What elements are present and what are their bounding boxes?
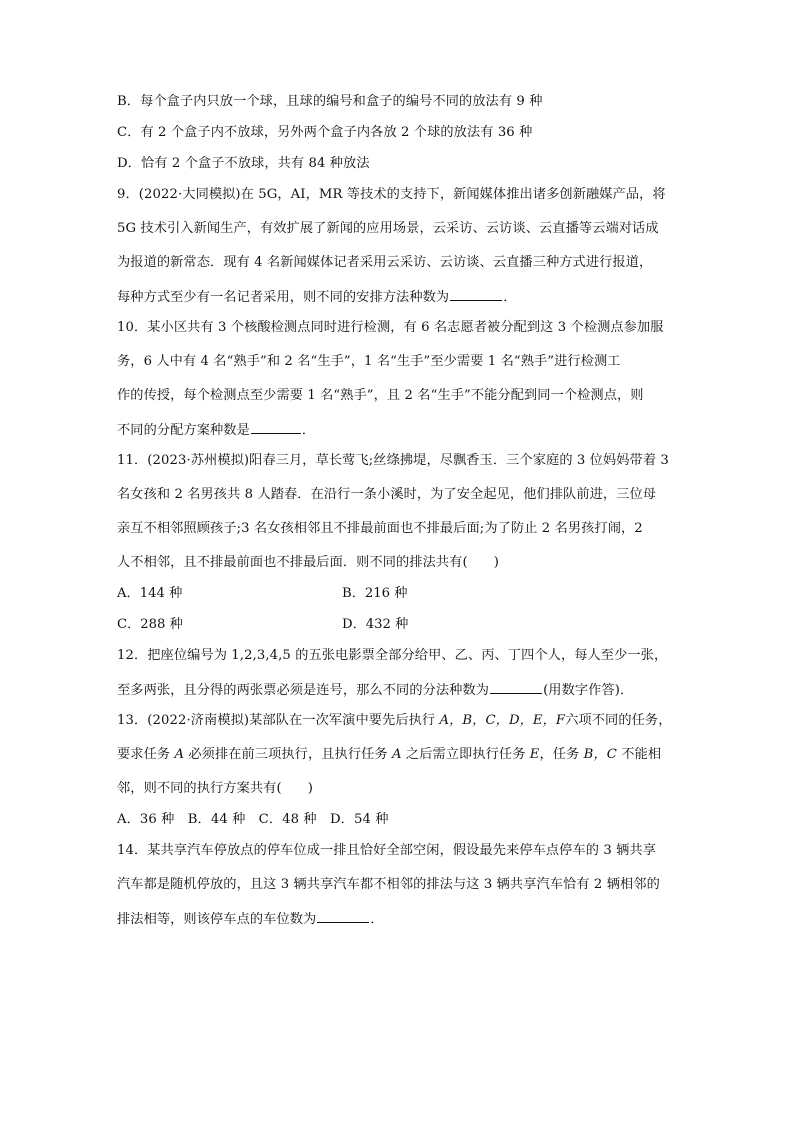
answer-blank (490, 680, 542, 694)
question-13 (117, 711, 682, 830)
answer-blank (450, 287, 502, 301)
q11-text: 人不相邻，且不排最前面也不排最后面．则不同的排法共有( (117, 555, 468, 570)
q13-text-h: 邻，则不同的执行方案共有( (117, 781, 282, 796)
q13-var-a-2: A (391, 747, 402, 762)
q13-line-3 (117, 779, 682, 799)
q11-option-d: D．432 种 (342, 617, 409, 632)
question-content (117, 92, 682, 929)
q11-options-row-1 (117, 584, 682, 604)
q13-line-1 (117, 711, 682, 731)
q11-option-b: B．216 种 (342, 586, 408, 601)
q13-text-a: 13．(2022·济南模拟)某部队在一次军演中要先后执行 (117, 713, 440, 728)
q11-options-row-2 (117, 615, 682, 635)
q13-line-2 (117, 745, 682, 765)
q13-options: A．36 种 B．44 种 C．48 种 D．54 种 (117, 812, 389, 827)
q14-text: 排法相等，则该停车点的车位数为 (117, 912, 317, 927)
q14-line-2: 汽车都是随机停放的，且这 3 辆共享汽车都不相邻的排法与这 3 辆共享汽车恰有 2 辆相邻的 (117, 877, 660, 892)
q9-line-4 (117, 287, 682, 307)
question-9 (117, 185, 682, 307)
q13-text-e: 之后需立即执行任务 (401, 747, 530, 762)
q13-close-paren: ) (307, 781, 313, 796)
question-12 (117, 646, 682, 700)
q13-var-bc: B，C (583, 747, 617, 762)
option-d-prev: D．恰有 2 个盒子不放球，共有 84 种放法 (117, 156, 370, 171)
question-11 (117, 451, 682, 635)
q10-period: ． (301, 423, 316, 438)
q12-line-2 (117, 680, 682, 700)
q13-text-g: 不能相 (616, 747, 662, 762)
answer-blank (251, 420, 301, 434)
q13-task-vars: A，B，C，D，E，F (439, 713, 566, 728)
q9-line-1: 9．(2022·大同模拟)在 5G，AI，MR 等技术的支持下，新闻媒体推出诸多创新融媒产品，将 (117, 187, 666, 202)
q11-option-a: A．144 种 (117, 586, 183, 601)
option-c-prev: C．有 2 个盒子内不放球，另外两个盒子内各放 2 个球的放法有 36 种 (117, 125, 533, 140)
q13-var-a-1: A (174, 747, 185, 762)
q12-suffix: (用数字作答)． (543, 683, 634, 698)
q12-line-1: 12．把座位编号为 1,2,3,4,5 的五张电影票全部分给甲、乙、丙、丁四个人，每人至少一张， (117, 648, 668, 663)
q13-text-f: ，任务 (539, 747, 584, 762)
answer-blank (317, 909, 369, 923)
q13-text-d: 必须排在前三项执行，且执行任务 (184, 747, 392, 762)
q9-text: 每种方式至少有一名记者采用，则不同的安排方法种数为 (117, 290, 450, 305)
q10-line-3: 作的传授，每个检测点至少需要 1 名“熟手”，且 2 名“生手”不能分配到同一个检测点，则 (117, 388, 644, 403)
q11-close-paren: ) (493, 555, 499, 570)
q12-text: 至多两张，且分得的两张票必须是连号，那么不同的分法种数为 (117, 683, 490, 698)
q14-line-1: 14．某共享汽车停放点的停车位成一排且恰好全部空闲，假设最先来停车点停车的 3 辆共享 (117, 843, 656, 858)
q10-line-4 (117, 420, 682, 440)
question-10 (117, 318, 682, 440)
q11-line-4 (117, 553, 682, 573)
q13-var-e: E (529, 747, 540, 762)
question-14 (117, 841, 682, 929)
q13-text-c: 要求任务 (117, 747, 175, 762)
q11-option-c: C．288 种 (117, 617, 183, 632)
q13-text-b: 六项不同的任务， (565, 713, 672, 728)
q14-period: ． (370, 912, 384, 927)
q10-text: 不同的分配方案种数是 (117, 423, 250, 438)
q10-line-2: 务，6 人中有 4 名“熟手”和 2 名“生手”，1 名“生手”至少需要 1 名“熟手”进行检测工 (117, 354, 621, 369)
q11-line-2: 名女孩和 2 名男孩共 8 人踏春．在沿行一条小溪时，为了安全起见，他们排队前进，三位母 (117, 487, 657, 502)
q9-line-2: 5G 技术引入新闻生产，有效扩展了新闻的应用场景，云采访、云访谈、云直播等云端对话成 (117, 221, 659, 236)
option-b-prev: B．每个盒子内只放一个球，且球的编号和盒子的编号不同的放法有 9 种 (117, 94, 543, 109)
q9-period: ． (503, 290, 517, 305)
q10-line-1: 10．某小区共有 3 个核酸检测点同时进行检测，有 6 名志愿者被分配到这 3 个检测点参加服 (117, 320, 664, 335)
q9-line-3: 为报道的新常态．现有 4 名新闻媒体记者采用云采访、云访谈、云直播三种方式进行报道， (117, 255, 653, 270)
q14-line-3 (117, 909, 682, 929)
q11-line-1: 11．(2023·苏州模拟)阳春三月，草长莺飞;丝绦拂堤，尽飘香玉．三个家庭的 3 位妈妈带着 3 (117, 453, 669, 468)
q11-line-3: 亲互不相邻照顾孩子;3 名女孩相邻且不排最前面也不排最后面;为了防止 2 名男孩打闹，2 (117, 521, 643, 536)
